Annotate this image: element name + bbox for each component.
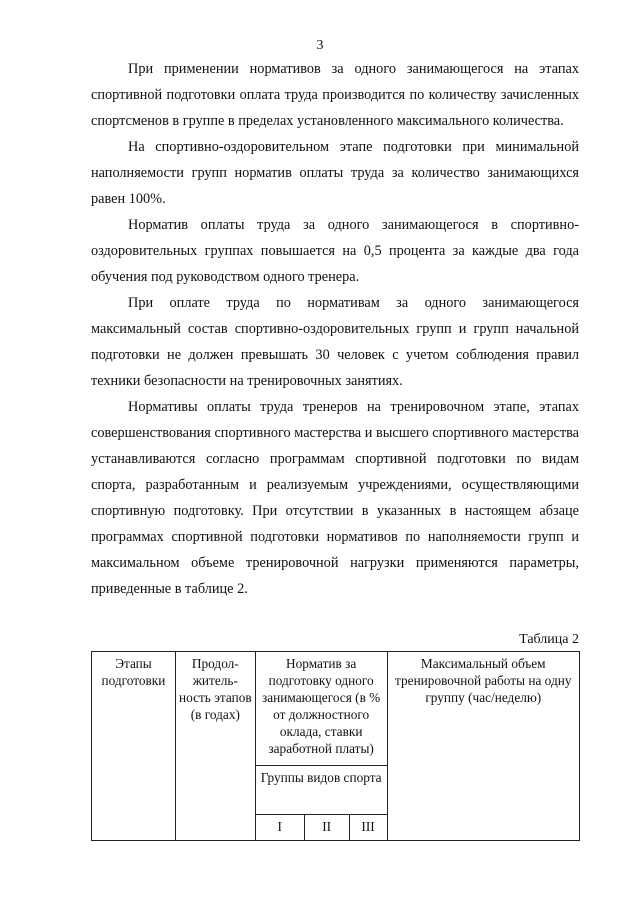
header-group-1: I: [255, 815, 304, 841]
paragraph: Норматив оплаты труда за одного занимающегося в спортивно-оздоровительных группах повышается на 0,5 процента за каждые два года обучения под руководством одного тренера.: [91, 217, 579, 285]
paragraph: На спортивно-оздоровительном этапе подготовки при минимальной наполняемости групп норматив оплаты труда за количество занимающихся равен 100%.: [91, 139, 579, 207]
header-sport-groups: Группы видов спорта: [255, 766, 387, 815]
header-stages: Этапы подготовки: [92, 652, 176, 841]
header-group-2: II: [304, 815, 349, 841]
header-max-volume: Максимальный объем тренировочной работы на одну группу (час/неделю): [387, 652, 579, 841]
paragraph: Нормативы оплаты труда тренеров на тренировочном этапе, этапах совершенствования спортивного мастерства и высшего спортивного мастерства устанавливаются согласно программам спортивной подготовки по видам спорта, разработанным и реализуемым учреждениями, осуществляющими спортивную подготовку. При отсутствии в указанных в настоящем абзаце программах спортивной подготовки нормативов по наполняемости групп и максимальном объеме тренировочной нагрузки применяются параметры, приведенные в таблице 2.: [91, 399, 579, 597]
body-text: [91, 56, 579, 602]
header-norm: Норматив за подготовку одного занимающегося (в % от должностного оклада, ставки заработной платы): [255, 652, 387, 766]
header-duration: Продол-житель-ность этапов (в годах): [175, 652, 255, 841]
table-caption: Таблица 2: [519, 632, 579, 647]
paragraph: При оплате труда по нормативам за одного занимающегося максимальный состав спортивно-оздоровительных групп и групп начальной подготовки не должен превышать 30 человек с учетом соблюдения правил техники безопасности на тренировочных занятиях.: [91, 295, 579, 389]
page-number: 3: [316, 38, 324, 53]
norms-table: [91, 651, 580, 841]
header-group-3: III: [349, 815, 387, 841]
paragraph: При применении нормативов за одного занимающегося на этапах спортивной подготовки оплата труда производится по количеству зачисленных спортсменов в группе в пределах установленного максимального количества.: [91, 61, 579, 129]
